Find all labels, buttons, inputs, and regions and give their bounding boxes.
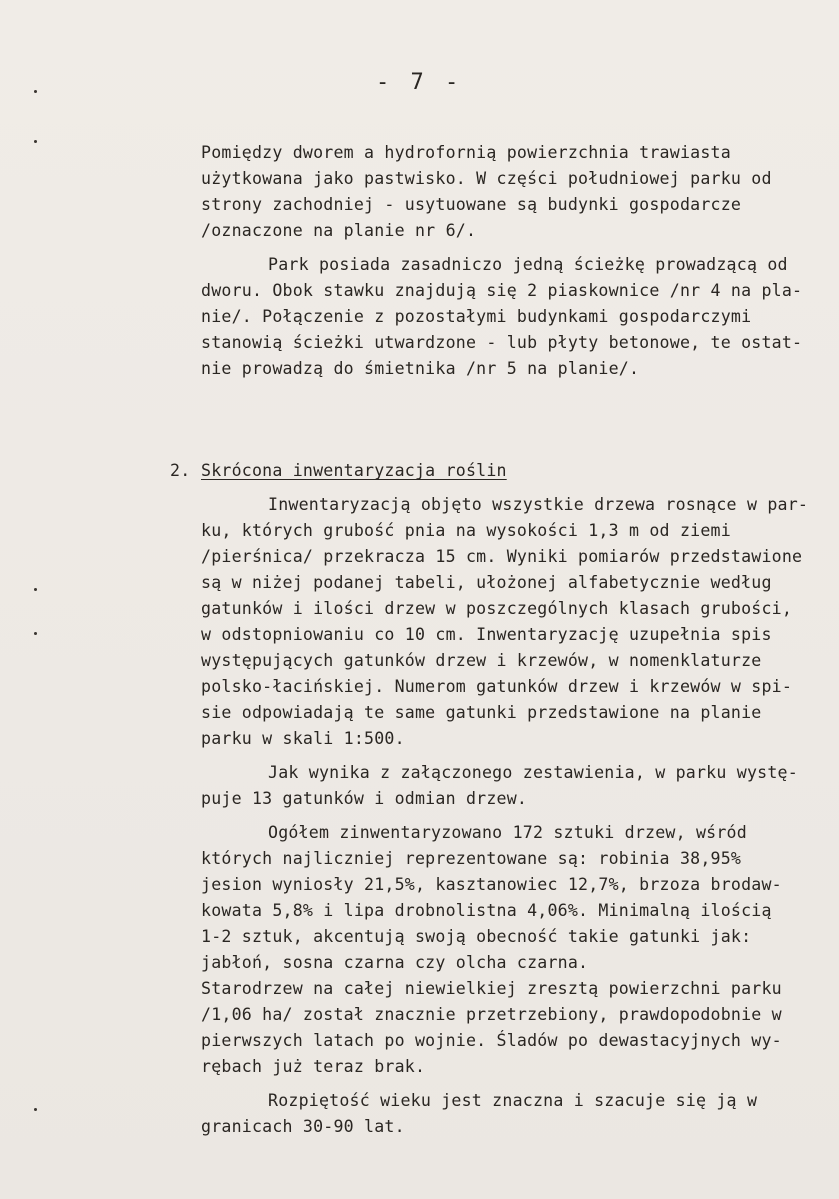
page-number: - 7 - <box>376 70 463 95</box>
text-line: użytkowana jako pastwisko. W części południowej parku od <box>201 169 772 188</box>
text-line: ku, których grubość pnia na wysokości 1,3 m od ziemi <box>201 521 731 540</box>
margin-mark <box>34 1108 37 1111</box>
section-title: Skrócona inwentaryzacja roślin <box>201 461 507 480</box>
text-line: dworu. Obok stawku znajdują się 2 piaskownice /nr 4 na pla- <box>201 281 803 300</box>
text-line: parku w skali 1:500. <box>201 729 405 748</box>
text-line: /oznaczone na planie nr 6/. <box>201 221 477 240</box>
text-line: Rozpiętość wieku jest znaczna i szacuje się ją w <box>268 1091 758 1110</box>
text-line: granicach 30-90 lat. <box>201 1117 405 1136</box>
text-line: sie odpowiadają te same gatunki przedstawione na planie <box>201 703 762 722</box>
text-line: /1,06 ha/ został znacznie przetrzebiony, prawdopodobnie w <box>201 1005 782 1024</box>
text-line: polsko-łacińskiej. Numerom gatunków drzew i krzewów w spi- <box>201 677 793 696</box>
text-line: Park posiada zasadniczo jedną ścieżkę prowadzącą od <box>268 255 788 274</box>
text-line: Ogółem zinwentaryzowano 172 sztuki drzew, wśród <box>268 823 747 842</box>
text-line: gatunków i ilości drzew w poszczególnych klasach grubości, <box>201 599 793 618</box>
text-line: 1-2 sztuk, akcentują swoją obecność takie gatunki jak: <box>201 927 752 946</box>
text-line: puje 13 gatunków i odmian drzew. <box>201 789 528 808</box>
text-line: których najliczniej reprezentowane są: robinia 38,95% <box>201 849 742 868</box>
text-line: jabłoń, sosna czarna czy olcha czarna. <box>201 953 589 972</box>
margin-mark <box>34 588 37 591</box>
text-line: nie prowadzą do śmietnika /nr 5 na planie/. <box>201 359 640 378</box>
text-line: są w niżej podanej tabeli, ułożonej alfabetycznie według <box>201 573 772 592</box>
text-line: występujących gatunków drzew i krzewów, w nomenklaturze <box>201 651 762 670</box>
text-line: stanowią ścieżki utwardzone - lub płyty betonowe, te ostat- <box>201 333 803 352</box>
text-line: /pierśnica/ przekracza 15 cm. Wyniki pomiarów przedstawione <box>201 547 803 566</box>
margin-mark <box>34 90 37 93</box>
text-line: Inwentaryzacją objęto wszystkie drzewa rosnące w par- <box>268 495 809 514</box>
text-line: w odstopniowaniu co 10 cm. Inwentaryzację uzupełnia spis <box>201 625 772 644</box>
section-number: 2. <box>170 461 191 480</box>
text-line: Pomiędzy dworem a hydrofornią powierzchnia trawiasta <box>201 143 731 162</box>
text-line: Starodrzew na całej niewielkiej zresztą powierzchni parku <box>201 979 782 998</box>
text-line: nie/. Połączenie z pozostałymi budynkami gospodarczymi <box>201 307 752 326</box>
text-line: rębach już teraz brak. <box>201 1057 426 1076</box>
text-line: Jak wynika z załączonego zestawienia, w parku wystę- <box>268 763 798 782</box>
margin-mark <box>34 632 37 635</box>
text-line: strony zachodniej - usytuowane są budynki gospodarcze <box>201 195 742 214</box>
margin-mark <box>34 140 37 143</box>
text-line: pierwszych latach po wojnie. Śladów po dewastacyjnych wy- <box>201 1031 782 1050</box>
text-line: jesion wyniosły 21,5%, kasztanowiec 12,7%, brzoza brodaw- <box>201 875 782 894</box>
text-line: kowata 5,8% i lipa drobnolistna 4,06%. Minimalną ilością <box>201 901 772 920</box>
